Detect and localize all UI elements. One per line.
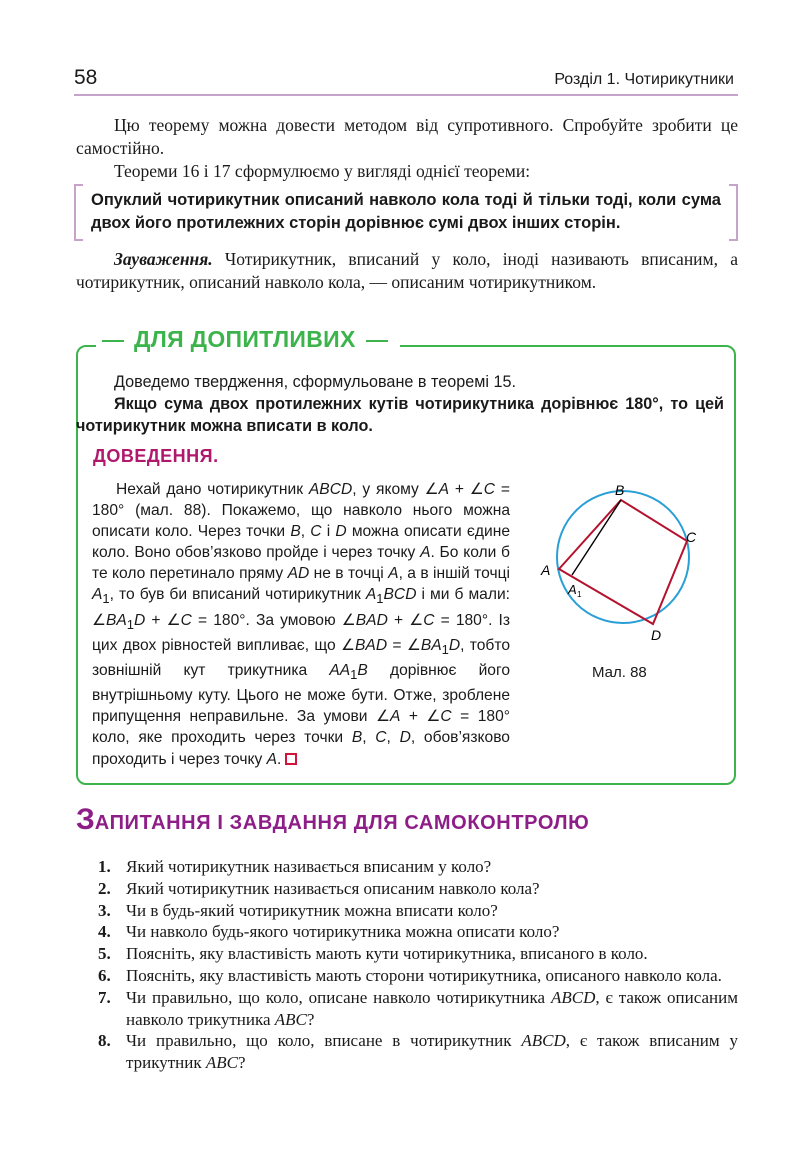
curious-title bbox=[96, 326, 400, 353]
questions-list bbox=[98, 856, 738, 1074]
section-title: ЗАПИТАННЯ І ЗАВДАННЯ ДЛЯ САМОКОНТРОЛЮ bbox=[76, 803, 590, 836]
intro-paragraph-1: Цю теорему можна довести методом від супротивного. Спробуйте зробити це самостійно. bbox=[76, 115, 738, 158]
label-A1: A bbox=[568, 582, 577, 597]
note-text: Чотирикутник, вписаний у коло, іноді називають вписаним, а чотирикутник, описаний навколо кола, — описаним чотирикутником. bbox=[76, 249, 738, 292]
list-item: 8. Чи правильно, що коло, вписане в чотирикутник ABCD, є також вписаним у трикутник ABC? bbox=[98, 1031, 738, 1073]
theorem-box bbox=[74, 184, 738, 241]
title-dash-left bbox=[102, 340, 124, 342]
label-C: C bbox=[686, 529, 697, 545]
label-A1-sub: 1 bbox=[577, 590, 582, 599]
curious-intro: Доведемо твердження, сформульоване в теоремі 15. bbox=[114, 373, 516, 391]
curious-statement: Якщо сума двох протилежних кутів чотирикутника дорівнює 180°, то цей чотирикутник можна вписати в коло. bbox=[76, 395, 724, 435]
label-D: D bbox=[651, 627, 662, 643]
note-paragraph bbox=[76, 248, 738, 294]
qed-square-icon bbox=[285, 753, 297, 765]
title-dash-right bbox=[366, 340, 388, 342]
label-B: B bbox=[615, 482, 625, 498]
figure-segment-A1B bbox=[572, 500, 621, 575]
list-item: 4. Чи навколо будь-якого чотирикутника можна описати коло? bbox=[98, 922, 560, 942]
list-item: 2. Який чотирикутник називається описаним навколо кола? bbox=[98, 878, 540, 898]
bracket-left bbox=[74, 184, 83, 241]
list-item: 7. Чи правильно, що коло, описане навколо чотирикутника ABCD, є також описаним навколо трикутника ABC? bbox=[98, 987, 738, 1029]
label-A: A bbox=[541, 562, 551, 578]
page-number: 58 bbox=[74, 66, 98, 89]
list-item: 6. Поясніть, яку властивість мають сторони чотирикутника, описаного навколо кола. bbox=[98, 965, 722, 985]
intro-paragraph-2: Теореми 16 і 17 сформулюємо у вигляді однієї теореми: bbox=[114, 161, 531, 181]
list-item: 5. Поясніть, яку властивість мають кути чотирикутника, вписаного в коло. bbox=[98, 944, 648, 964]
list-item: 3. Чи в будь-який чотирикутник можна вписати коло? bbox=[98, 900, 498, 920]
running-title: Розділ 1. Чотирикутники bbox=[554, 71, 734, 88]
proof-heading: ДОВЕДЕННЯ. bbox=[93, 446, 219, 466]
theorem-text: Опуклий чотирикутник описаний навколо кола тоді й тільки тоді, коли сума двох його протилежних сторін дорівнює сумі двох інших сторін. bbox=[91, 191, 721, 232]
bracket-right bbox=[729, 184, 738, 241]
list-item: 1. Який чотирикутник називається вписаним у коло? bbox=[98, 857, 492, 876]
note-label: Зауваження. bbox=[114, 249, 213, 269]
figure-88 bbox=[535, 478, 715, 648]
figure-circle bbox=[557, 491, 689, 623]
curious-title-text: ДЛЯ ДОПИТЛИВИХ bbox=[134, 326, 356, 352]
header-rule bbox=[74, 94, 738, 96]
figure-caption: Мал. 88 bbox=[592, 664, 647, 681]
proof-text: Нехай дано чотирикутник ABCD, у якому ∠A + ∠C = 180° (мал. 88). Покажемо, що навколо нього можна описати коло. Через точки B, C і D можна описати єдине коло. Воно обов’язково пройде і через точку A. Бо коли б те коло перетинало пряму AD не в точці A, а в іншій точці $A_1$, то був би вписаний чотирикутник $A_1BCD$ і ми б мали: $\angle BA_1D$ + ∠C = 180°. За умовою ∠BAD + ∠C = 180°. Із цих двох рівностей випливає, що ∠BAD = $\angle BA_1D$, тобто зовнішній кут трикутника $AA_1B$ дорівнює його внутрішньому куту. Цього не може бути. Отже, зроблене припущення неправильне. За умови ∠A + ∠C = 180° коло, яке проходить через точки B, C, D, обов’язково проходить і через точку A. bbox=[92, 481, 511, 768]
